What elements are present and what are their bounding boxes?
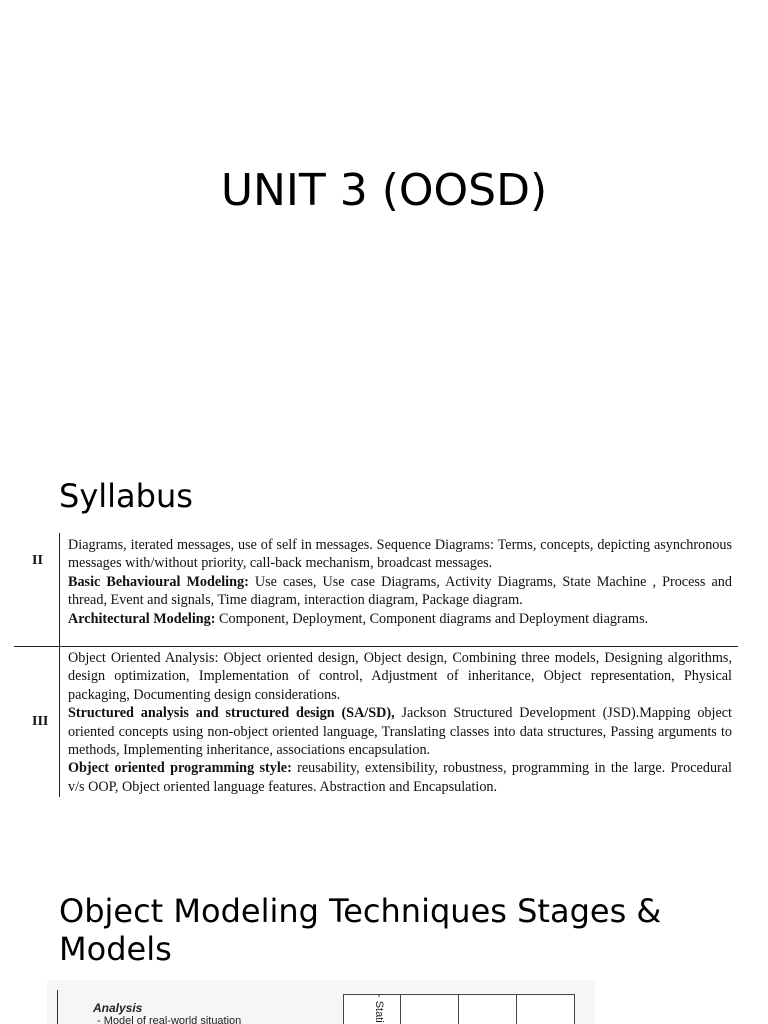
- syllabus-heading: Syllabus: [59, 477, 193, 515]
- grid-column-line: [516, 995, 517, 1024]
- paragraph-text: Component, Deployment, Component diagrams and Deployment diagrams.: [215, 610, 649, 627]
- paragraph-lead: Structured analysis and structured design (SA/SD),: [68, 705, 395, 722]
- slide-title: UNIT 3 (OOSD): [220, 165, 548, 216]
- unit-paragraph: [68, 759, 732, 796]
- omt-figure: [47, 980, 595, 1024]
- syllabus-table: [14, 533, 740, 797]
- paragraph-text: Jackson Structured Development (JSD).Mapping object oriented concepts using non-object oriented language, Translating classes into data structures, Passing arguments to methods, Implementing inheritance, associations encapsulation.: [68, 705, 732, 759]
- analysis-label: Analysis: [93, 1001, 143, 1015]
- unit-paragraph: [68, 536, 732, 573]
- table-horizontal-divider: [14, 646, 738, 647]
- grid-column-line: [458, 995, 459, 1024]
- table-vertical-divider: [59, 533, 60, 797]
- paragraph-text: Use cases, Use case Diagrams, Activity Diagrams, State Machine , Process and thread, Event and signals, Time diagram, interaction diagram, Package diagram.: [68, 573, 732, 609]
- unit-content: [68, 649, 732, 796]
- unit-paragraph: [68, 573, 732, 610]
- unit-content: [68, 536, 732, 628]
- unit-number: II: [32, 553, 43, 568]
- paragraph-lead: Architectural Modeling:: [68, 610, 216, 627]
- unit-number: III: [32, 714, 49, 729]
- unit-paragraph: [68, 649, 732, 704]
- rotated-label: - Stati: [373, 994, 385, 1023]
- grid-column-line: [400, 995, 401, 1024]
- figure-bracket: [57, 990, 58, 1024]
- paragraph-text: reusability, extensibility, robustness, programming in the large. Procedural v/s OOP, Object oriented language features. Abstraction and Encapsulation.: [68, 760, 732, 795]
- analysis-description: - Model of real-world situation: [97, 1015, 242, 1024]
- paragraph-lead: Object oriented programming style:: [68, 760, 292, 777]
- unit-paragraph: [68, 610, 732, 628]
- paragraph-lead: Basic Behavioural Modeling:: [68, 573, 249, 590]
- paragraph-text: Object Oriented Analysis: Object oriented design, Object design, Combining three models, Designing algorithms, design optimization, Implementation of control, Adjustment of inheritance, Object representation, Physical packaging, Documenting design considerations.: [68, 650, 732, 703]
- paragraph-text: Diagrams, iterated messages, use of self in messages. Sequence Diagrams: Terms, concepts, depicting asynchronous messages with/without priority, call-back mechanism, broadcast messages.: [68, 537, 732, 572]
- omt-heading: Object Modeling Techniques Stages & Models: [59, 892, 662, 968]
- unit-paragraph: [68, 704, 732, 759]
